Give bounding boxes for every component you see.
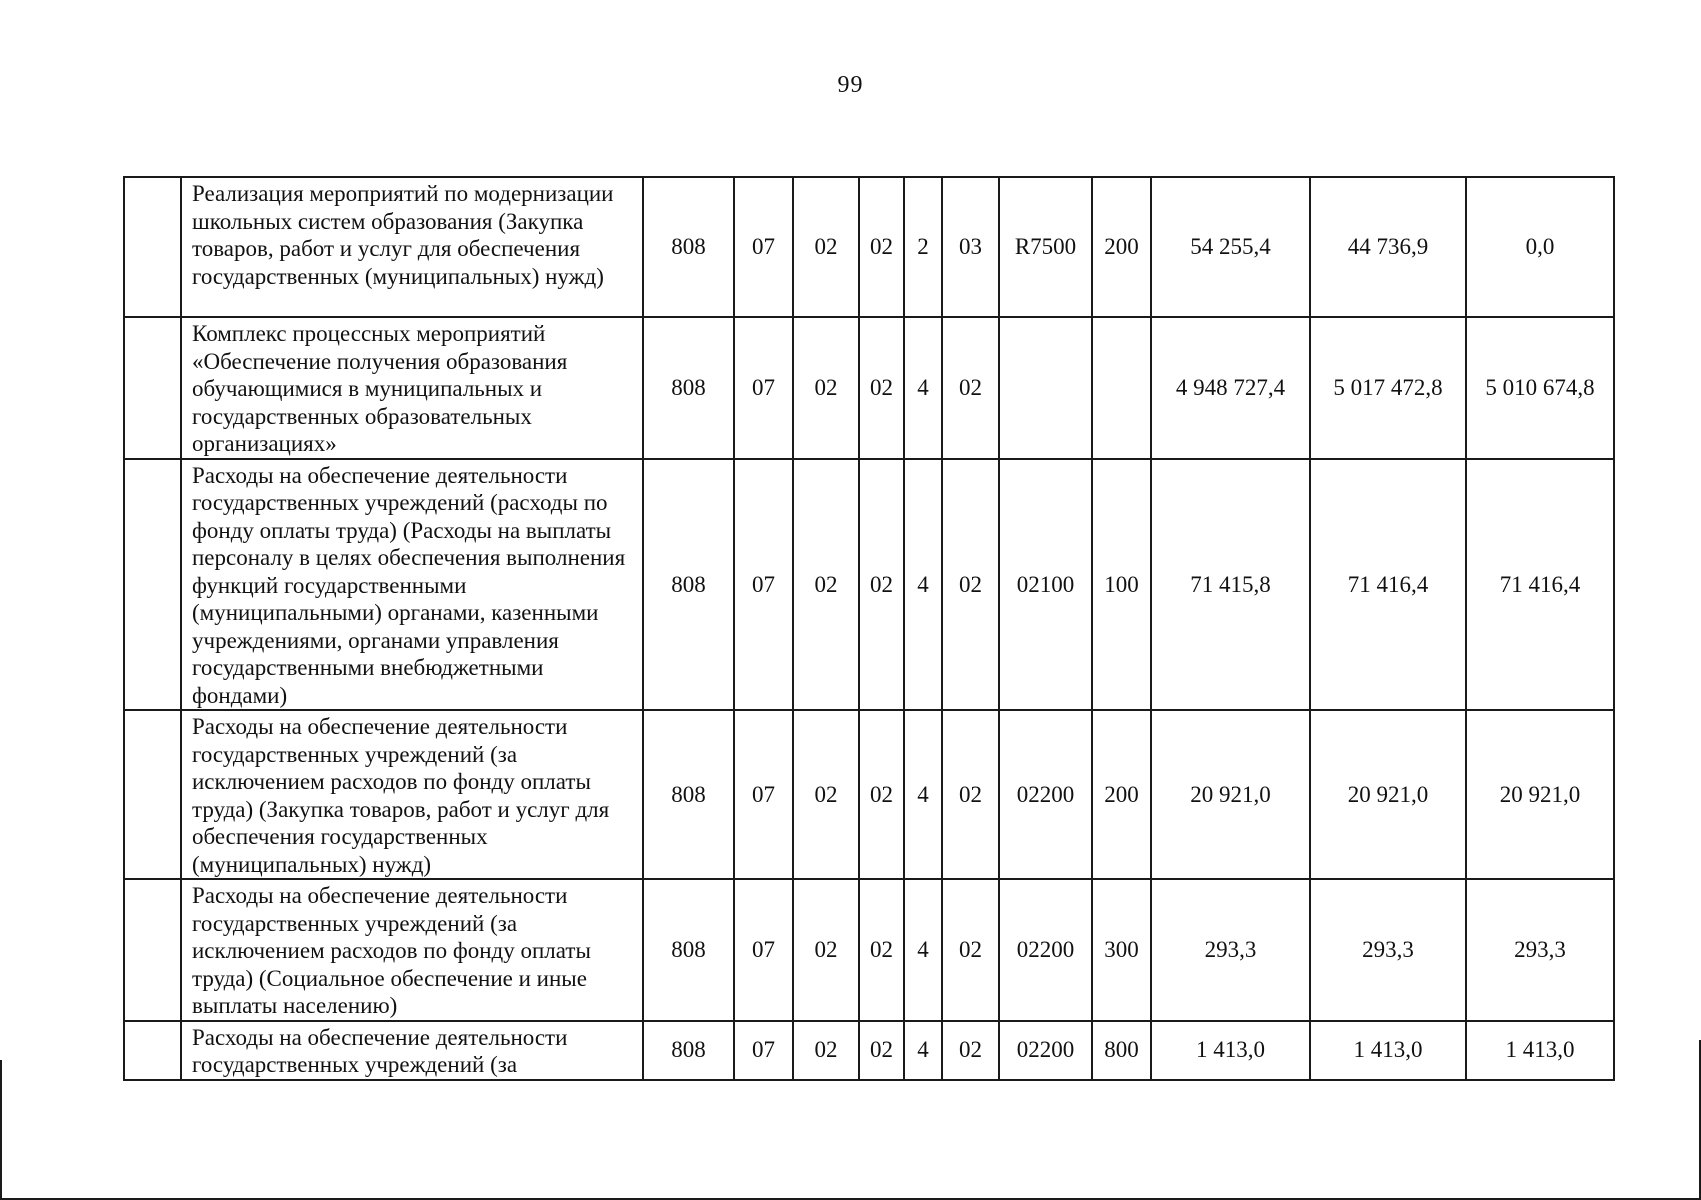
budget-table [123, 176, 1615, 1081]
row-description: Расходы на обеспечение деятельности государственных учреждений (за [181, 1021, 643, 1080]
code-program: 02 [859, 459, 904, 711]
code-subprogram: 02 [942, 879, 999, 1021]
amount-year-2: 44 736,9 [1310, 177, 1466, 317]
code-ministry: 808 [643, 879, 734, 1021]
code-section: 07 [734, 879, 793, 1021]
amount-year-1: 20 921,0 [1151, 710, 1310, 879]
table-row [124, 879, 1614, 1021]
amount-year-1: 54 255,4 [1151, 177, 1310, 317]
code-subprogram: 03 [942, 177, 999, 317]
table-row [124, 317, 1614, 459]
scan-edge-left [0, 1060, 2, 1200]
code-type: 4 [904, 710, 942, 879]
row-description: Расходы на обеспечение деятельности государственных учреждений (за исключением расходов по фонду оплаты труда) (Социальное обеспечение и иные выплаты населению) [181, 879, 643, 1021]
code-direction: 02200 [999, 1021, 1092, 1080]
code-direction: 02100 [999, 459, 1092, 711]
code-subsection: 02 [793, 317, 859, 459]
amount-year-2: 293,3 [1310, 879, 1466, 1021]
code-section: 07 [734, 459, 793, 711]
code-program: 02 [859, 177, 904, 317]
amount-year-1: 71 415,8 [1151, 459, 1310, 711]
amount-year-3: 20 921,0 [1466, 710, 1614, 879]
amount-year-1: 293,3 [1151, 879, 1310, 1021]
row-number-cell [124, 317, 181, 459]
amount-year-3: 1 413,0 [1466, 1021, 1614, 1080]
code-subsection: 02 [793, 710, 859, 879]
code-subsection: 02 [793, 1021, 859, 1080]
code-type: 4 [904, 879, 942, 1021]
code-expense-type [1092, 317, 1151, 459]
amount-year-3: 5 010 674,8 [1466, 317, 1614, 459]
code-expense-type: 300 [1092, 879, 1151, 1021]
code-ministry: 808 [643, 1021, 734, 1080]
amount-year-2: 71 416,4 [1310, 459, 1466, 711]
amount-year-3: 293,3 [1466, 879, 1614, 1021]
code-subsection: 02 [793, 459, 859, 711]
row-number-cell [124, 710, 181, 879]
amount-year-3: 0,0 [1466, 177, 1614, 317]
code-expense-type: 800 [1092, 1021, 1151, 1080]
page-number: 99 [837, 72, 864, 98]
code-expense-type: 100 [1092, 459, 1151, 711]
code-ministry: 808 [643, 459, 734, 711]
code-section: 07 [734, 317, 793, 459]
code-subprogram: 02 [942, 710, 999, 879]
code-type: 4 [904, 459, 942, 711]
code-program: 02 [859, 317, 904, 459]
row-number-cell [124, 1021, 181, 1080]
code-ministry: 808 [643, 177, 734, 317]
code-subprogram: 02 [942, 459, 999, 711]
table-row [124, 177, 1614, 317]
row-description: Реализация мероприятий по модернизации школьных систем образования (Закупка товаров, работ и услуг для обеспечения государственных (муниципальных) нужд) [181, 177, 643, 317]
amount-year-3: 71 416,4 [1466, 459, 1614, 711]
code-subprogram: 02 [942, 317, 999, 459]
code-subprogram: 02 [942, 1021, 999, 1080]
code-type: 4 [904, 1021, 942, 1080]
code-direction: 02200 [999, 879, 1092, 1021]
row-number-cell [124, 177, 181, 317]
code-subsection: 02 [793, 879, 859, 1021]
row-description: Расходы на обеспечение деятельности государственных учреждений (расходы по фонду оплаты труда) (Расходы на выплаты персоналу в целях обеспечения выполнения функций государственными (муниципальными) органами, казенными учреждениями, органами управления государственными внебюджетными фондами) [181, 459, 643, 711]
table-row [124, 710, 1614, 879]
amount-year-2: 1 413,0 [1310, 1021, 1466, 1080]
amount-year-1: 1 413,0 [1151, 1021, 1310, 1080]
code-type: 4 [904, 317, 942, 459]
code-direction: R7500 [999, 177, 1092, 317]
amount-year-2: 5 017 472,8 [1310, 317, 1466, 459]
row-description: Расходы на обеспечение деятельности государственных учреждений (за исключением расходов по фонду оплаты труда) (Закупка товаров, работ и услуг для обеспечения государственных (муниципальных) нужд) [181, 710, 643, 879]
amount-year-1: 4 948 727,4 [1151, 317, 1310, 459]
code-ministry: 808 [643, 710, 734, 879]
code-ministry: 808 [643, 317, 734, 459]
code-program: 02 [859, 710, 904, 879]
table-row [124, 1021, 1614, 1080]
code-section: 07 [734, 1021, 793, 1080]
row-number-cell [124, 459, 181, 711]
code-section: 07 [734, 710, 793, 879]
table-row [124, 459, 1614, 711]
row-description: Комплекс процессных мероприятий «Обеспечение получения образования обучающимися в муниципальных и государственных образовательных организациях» [181, 317, 643, 459]
code-type: 2 [904, 177, 942, 317]
code-direction: 02200 [999, 710, 1092, 879]
code-expense-type: 200 [1092, 710, 1151, 879]
code-expense-type: 200 [1092, 177, 1151, 317]
code-direction [999, 317, 1092, 459]
code-program: 02 [859, 1021, 904, 1080]
code-program: 02 [859, 879, 904, 1021]
row-number-cell [124, 879, 181, 1021]
code-section: 07 [734, 177, 793, 317]
amount-year-2: 20 921,0 [1310, 710, 1466, 879]
code-subsection: 02 [793, 177, 859, 317]
